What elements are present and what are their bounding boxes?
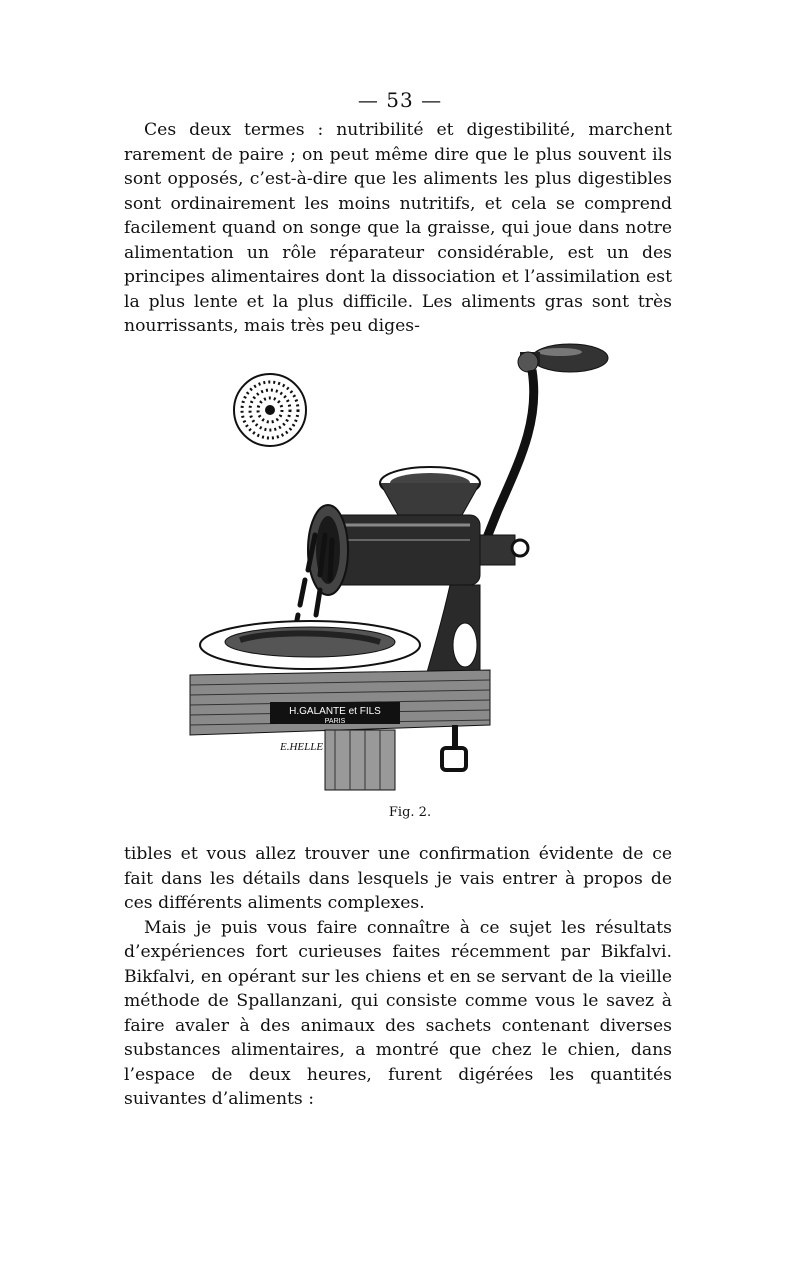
text-block-top <box>124 118 672 339</box>
text-block-bottom <box>124 842 672 1112</box>
paragraph: tibles et vous allez trouver une confirmation évidente de ce fait dans les détails dans lesquels je vais entrer à propos de ces différents aliments complexes. <box>124 844 672 913</box>
grinder-stand <box>425 585 480 680</box>
engraver-signature: E.HELLE <box>280 741 324 753</box>
page-number: — 53 — <box>357 88 443 112</box>
maker-plate-city: PARIS <box>324 718 346 725</box>
maker-plate-label: H.GALANTE et FILS <box>289 706 381 717</box>
paragraph: Ces deux termes : nutribilité et digestibilité, marchent rarement de paire ; on peut même dire que le plus souvent ils sont opposés, c’est-à-dire que les aliments les plus digestibles sont ordinairement les moins nutritifs, et cela se comprend facilement quand on songe que la graisse, qui joue dans notre alimentation un rôle réparateur considérable, est un des principes alimentaires dont la dissociation et l’assimilation est la plus lente et la plus difficile. Les aliments gras sont très nourrissants, mais très peu diges- <box>124 120 672 336</box>
grinder-disc-plate <box>234 374 306 446</box>
figure-caption: Fig. 2. <box>388 805 432 820</box>
paragraph: Mais je puis vous faire connaître à ce sujet les résultats d’expériences fort curieuses faites récemment par Bikfalvi. Bikfalvi, en opérant sur les chiens et en se servant de la vieille méthode de Spallanzani, qui consiste comme vous le savez à faire avaler à des animaux des sachets contenant diverses substances alimentaires, a montré que chez le chien, dans l’espace de deux heures, furent digérées les quantités suivantes d’aliments : <box>124 917 672 1109</box>
table-board <box>190 670 490 790</box>
meat-grinder-illustration <box>180 340 620 810</box>
crank-handle <box>486 344 608 540</box>
serving-plate <box>200 621 420 669</box>
